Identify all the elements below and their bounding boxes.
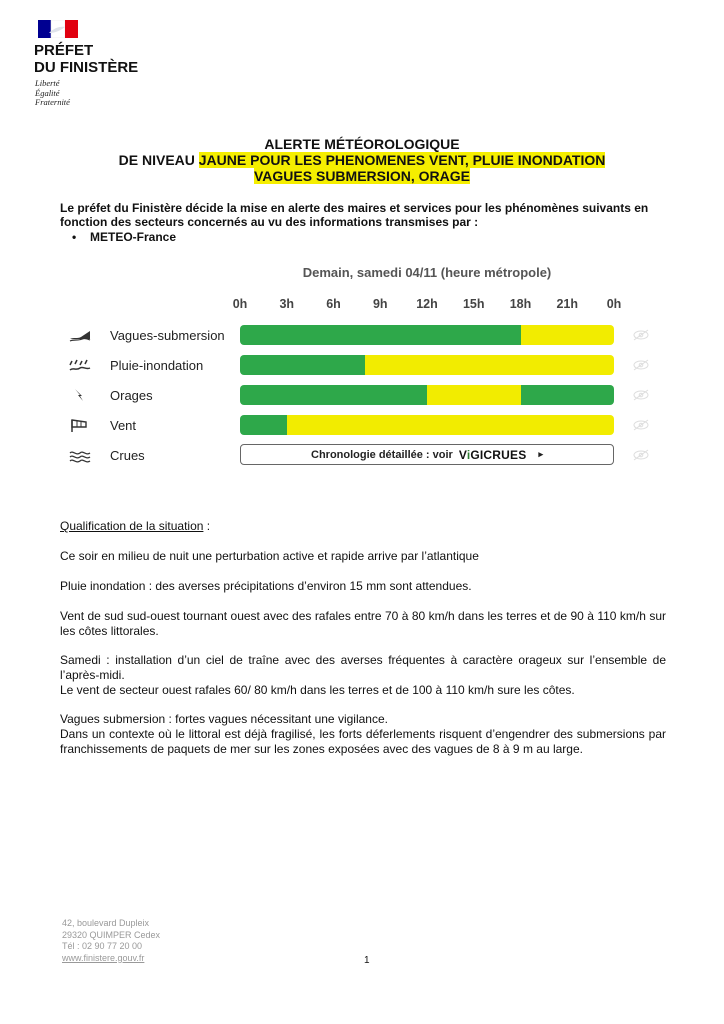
vigicrues-link[interactable]: [240, 444, 614, 465]
prefecture-name-line1: PRÉFET: [34, 42, 94, 59]
hour-tick: 3h: [279, 297, 295, 311]
footer-phone: Tél : 02 90 77 20 00: [62, 941, 143, 951]
vigilance-bar-vagues-submersion: [240, 325, 614, 345]
situation-heading-colon: :: [203, 519, 211, 533]
vigilance-segment-green: [240, 415, 287, 435]
paragraph-3: Vent de sud sud-ouest tournant ouest avec des rafales entre 70 à 80 km/h dans les terres et de 90 à 110 km/h sur les côtes littorales.: [60, 609, 666, 638]
hour-tick: 9h: [372, 297, 388, 311]
row-label-pluie-inondation: Pluie-inondation: [110, 358, 204, 373]
flood-waves-icon: [68, 448, 92, 464]
hour-tick: 6h: [326, 297, 341, 311]
eye-off-icon: [632, 358, 650, 372]
thunderstorm-icon: [68, 387, 92, 403]
vigilance-segment-yellow: [287, 415, 614, 435]
vigilance-segment-green: [240, 355, 365, 375]
vigilance-bar-pluie-inondation: [240, 355, 614, 375]
footer-address-line2: 29320 QUIMPER Cedex: [62, 929, 161, 940]
row-label-vagues-submersion: Vagues-submersion: [110, 328, 225, 343]
french-flag-logo: [38, 20, 78, 38]
waves-submersion-icon: [68, 327, 92, 343]
hour-tick: 12h: [416, 297, 438, 311]
vigilance-bar-vent: [240, 415, 614, 435]
vigilance-segment-yellow: [521, 325, 615, 345]
vigilance-segment-green: [240, 325, 521, 345]
alert-title-line3: [0, 168, 724, 184]
vigilance-segment-yellow: [365, 355, 614, 375]
wind-icon: [68, 417, 92, 433]
eye-off-icon: [632, 388, 650, 402]
paragraph-5: Le vent de secteur ouest rafales 60/ 80 km/h dans les terres et de 100 à 110 km/h sure les côtes.: [60, 683, 575, 697]
alert-title-line2: [0, 152, 724, 168]
paragraph-2: Pluie inondation : des averses précipitations d’environ 15 mm sont attendues.: [60, 579, 472, 593]
hour-tick: 15h: [462, 297, 485, 311]
prefecture-name-line2: DU FINISTÈRE: [34, 59, 139, 76]
eye-off-icon: [632, 448, 650, 462]
vigicrues-link-text: Chronologie détaillée : voir: [311, 448, 453, 461]
vigicrues-logo: ViGICRUES: [458, 447, 527, 462]
paragraph-4: Samedi : installation d’un ciel de traîne avec des averses fréquentes à caractère orageux sur l’ensemble de l’après-midi.: [60, 653, 666, 682]
eye-off-icon: [632, 328, 650, 342]
motto-liberte: Liberté: [35, 78, 60, 88]
eye-off-icon: [632, 418, 650, 432]
situation-heading-text: Qualification de la situation: [60, 519, 204, 533]
source-name: METEO-France: [90, 230, 177, 244]
motto-egalite: Égalité: [35, 87, 60, 98]
vigilance-bar-orages: [240, 385, 614, 405]
source-list-item: [72, 230, 682, 244]
alert-title-highlight: JAUNE POUR LES PHENOMENES VENT, PLUIE INONDATION: [198, 152, 606, 168]
hour-tick: 0h: [232, 297, 248, 311]
chevron-right-icon: ▸: [538, 449, 543, 459]
alert-title-line1: ALERTE MÉTÉOROLOGIQUE: [264, 136, 460, 152]
paragraph-6: Vagues submersion : fortes vagues nécessitant une vigilance.: [60, 712, 388, 726]
hour-tick: 21h: [556, 297, 579, 311]
situation-heading: [60, 519, 666, 534]
rain-flood-icon: [68, 357, 92, 373]
vigilance-segment-green: [521, 385, 615, 405]
footer-address-line1: 42, boulevard Dupleix: [62, 918, 150, 928]
footer-website-link[interactable]: www.finistere.gouv.fr: [62, 952, 145, 963]
intro-paragraph: Le préfet du Finistère décide la mise en alerte des maires et services pour les phénomènes suivants en fonction des secteurs concernés au vu des informations transmises par :: [60, 201, 649, 229]
bullet: •: [72, 230, 77, 244]
row-label-orages: Orages: [110, 388, 153, 403]
paragraph-7: Dans un contexte où le littoral est déjà fragilisé, les forts déferlements risquent d’engendrer des submersions par franchissements de paquets de mer sur les zones exposées avec des vagues de 8 à 9 m au large.: [60, 727, 666, 756]
hour-tick: 0h: [606, 297, 622, 311]
alert-title-prefix: DE NIVEAU: [118, 152, 199, 168]
alert-title-highlight-2: VAGUES SUBMERSION, ORAGE: [254, 168, 470, 184]
timeline-header: Demain, samedi 04/11 (heure métropole): [302, 265, 552, 280]
row-label-vent: Vent: [110, 418, 137, 433]
motto-fraternite: Fraternité: [35, 97, 70, 107]
row-label-crues: Crues: [110, 448, 145, 463]
paragraph-1: Ce soir en milieu de nuit une perturbation active et rapide arrive par l’atlantique: [60, 549, 479, 563]
vigilance-segment-yellow: [427, 385, 521, 405]
vigilance-segment-green: [240, 385, 427, 405]
page-number: 1: [364, 955, 370, 966]
hour-tick: 18h: [509, 297, 532, 311]
